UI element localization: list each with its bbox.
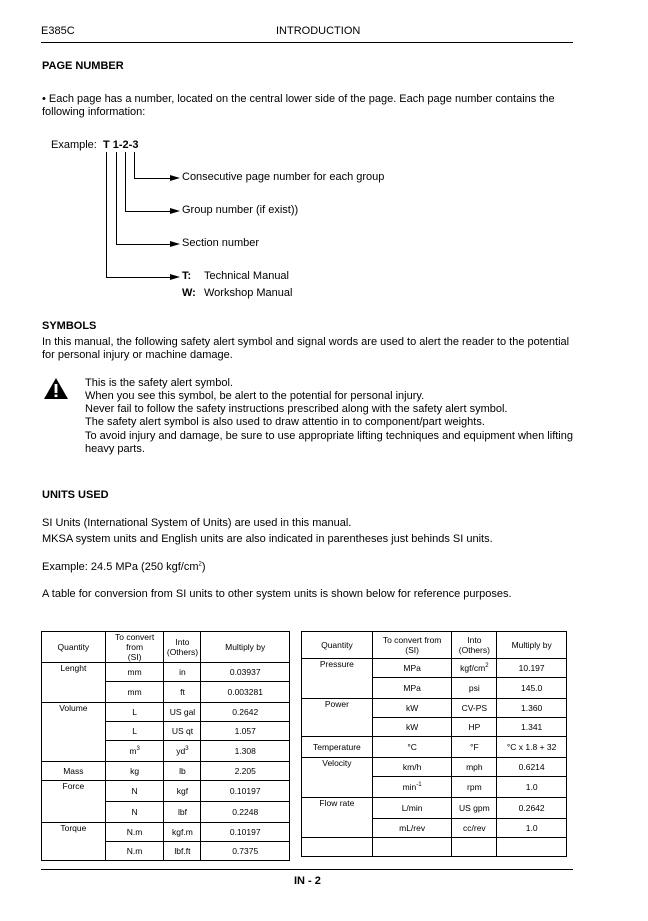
header-into: Into (Others) bbox=[164, 632, 201, 663]
quantity-mass: Mass bbox=[42, 762, 106, 781]
cell-empty bbox=[42, 842, 106, 861]
cell: 145.0 bbox=[497, 678, 567, 699]
cell-empty bbox=[42, 682, 106, 703]
header-multiply: Multiply by bbox=[497, 632, 567, 659]
cell: 1.308 bbox=[201, 741, 290, 762]
label-w-key: W: bbox=[182, 287, 196, 299]
symbols-title: SYMBOLS bbox=[42, 320, 97, 332]
header-rule bbox=[41, 42, 573, 43]
header-into: Into (Others) bbox=[452, 632, 497, 659]
cell: N bbox=[105, 802, 164, 823]
units-p2: MKSA system units and English units are also indicated in parentheses just behinds SI units. bbox=[42, 533, 493, 545]
page-number-title: PAGE NUMBER bbox=[42, 60, 124, 72]
cell: ft bbox=[164, 682, 201, 703]
cell-empty bbox=[42, 802, 106, 823]
cell: 0.03937 bbox=[201, 663, 290, 682]
cell: L bbox=[105, 703, 164, 722]
units-title: UNITS USED bbox=[42, 489, 109, 501]
units-example-sup: 2 bbox=[198, 561, 202, 568]
cell: mL/rev bbox=[372, 819, 452, 838]
cell: 0.7375 bbox=[201, 842, 290, 861]
cell: psi bbox=[452, 678, 497, 699]
cell: MPa bbox=[372, 659, 452, 678]
cell: °F bbox=[452, 737, 497, 758]
cell: MPa bbox=[372, 678, 452, 699]
cell-empty bbox=[302, 718, 373, 737]
cell-empty bbox=[42, 722, 106, 741]
footer-rule bbox=[41, 869, 573, 870]
quantity-force: Force bbox=[42, 781, 106, 802]
cell: cc/rev bbox=[452, 819, 497, 838]
label-consecutive: Consecutive page number for each group bbox=[182, 171, 385, 183]
quantity-volume: Volume bbox=[42, 703, 106, 722]
diagram-line bbox=[125, 152, 126, 212]
cell: US qt bbox=[164, 722, 201, 741]
example-value: T 1-2-3 bbox=[103, 139, 139, 151]
cell: 0.6214 bbox=[497, 758, 567, 777]
cell: 0.10197 bbox=[201, 781, 290, 802]
cell: HP bbox=[452, 718, 497, 737]
header-multiply: Multiply by bbox=[201, 632, 290, 663]
conversion-table-right bbox=[301, 631, 567, 857]
arrow-icon bbox=[170, 208, 180, 214]
cell: 0.2248 bbox=[201, 802, 290, 823]
cell: kgf.m bbox=[164, 823, 201, 842]
cell: US gal bbox=[164, 703, 201, 722]
cell-empty bbox=[372, 838, 452, 857]
cell: km/h bbox=[372, 758, 452, 777]
header-section: INTRODUCTION bbox=[276, 25, 361, 37]
units-example-text: Example: 24.5 MPa (250 kgf/cm bbox=[42, 561, 199, 573]
cell: 0.10197 bbox=[201, 823, 290, 842]
label-t-key: T: bbox=[182, 270, 192, 282]
warning-triangle-icon bbox=[43, 377, 69, 400]
cell: lbf bbox=[164, 802, 201, 823]
arrow-icon bbox=[170, 274, 180, 280]
cell: lbf.ft bbox=[164, 842, 201, 861]
cell: $m^3$ bbox=[105, 741, 164, 762]
units-p1: SI Units (International System of Units) are used in this manual. bbox=[42, 517, 352, 529]
quantity-temperature: Temperature bbox=[302, 737, 373, 758]
diagram-line bbox=[125, 211, 172, 212]
cell: N.m bbox=[105, 842, 164, 861]
cell-empty bbox=[452, 838, 497, 857]
arrow-icon bbox=[170, 241, 180, 247]
cell: 1.0 bbox=[497, 777, 567, 798]
cell: °C x 1.8 + 32 bbox=[497, 737, 567, 758]
arrow-icon bbox=[170, 175, 180, 181]
cell-empty bbox=[302, 838, 373, 857]
diagram-line bbox=[134, 152, 135, 179]
quantity-torque: Torque bbox=[42, 823, 106, 842]
diagram-line bbox=[106, 152, 107, 278]
diagram-line bbox=[116, 244, 172, 245]
cell: °C bbox=[372, 737, 452, 758]
quantity-velocity: Velocity bbox=[302, 758, 373, 777]
symbols-line-3: Never fail to follow the safety instructions prescribed along with the safety alert symbol. bbox=[85, 403, 508, 415]
cell: rpm bbox=[452, 777, 497, 798]
cell: L bbox=[105, 722, 164, 741]
symbols-line-1: This is the safety alert symbol. bbox=[85, 377, 233, 389]
cell: mm bbox=[105, 663, 164, 682]
cell: lb bbox=[164, 762, 201, 781]
quantity-lenght: Lenght bbox=[42, 663, 106, 682]
example-label: Example: bbox=[51, 139, 97, 151]
label-t-value: Technical Manual bbox=[204, 270, 289, 282]
label-section: Section number bbox=[182, 237, 260, 249]
label-group: Group number (if exist)) bbox=[182, 204, 299, 216]
cell-empty bbox=[42, 741, 106, 762]
cell: 0.003281 bbox=[201, 682, 290, 703]
diagram-line bbox=[134, 178, 172, 179]
header-quantity: Quantity bbox=[42, 632, 106, 663]
symbols-line-5: To avoid injury and damage, be sure to use appropriate lifting techniques and equipment when lifting heavy parts. bbox=[85, 430, 573, 455]
conversion-table-left bbox=[41, 631, 290, 861]
header-quantity: Quantity bbox=[302, 632, 373, 659]
cell-empty bbox=[497, 838, 567, 857]
cell: 10.197 bbox=[497, 659, 567, 678]
cell: kW bbox=[372, 718, 452, 737]
symbols-line-4: The safety alert symbol is also used to draw attentio in to component/part weights. bbox=[85, 416, 485, 428]
footer-page-number: IN - 2 bbox=[294, 875, 321, 887]
cell: kg bbox=[105, 762, 164, 781]
cell: N bbox=[105, 781, 164, 802]
header-convert-from: To convert from (SI) bbox=[372, 632, 452, 659]
cell-empty bbox=[302, 777, 373, 798]
page-number-bullet: • Each page has a number, located on the central lower side of the page. Each page number contains the following information: bbox=[42, 93, 555, 118]
units-p3: A table for conversion from SI units to other system units is shown below for reference purposes. bbox=[42, 588, 512, 600]
units-example bbox=[42, 561, 206, 574]
cell: 1.057 bbox=[201, 722, 290, 741]
diagram-line bbox=[106, 277, 172, 278]
cell: 1.0 bbox=[497, 819, 567, 838]
label-w-value: Workshop Manual bbox=[204, 287, 293, 299]
cell: 1.360 bbox=[497, 699, 567, 718]
cell: 0.2642 bbox=[497, 798, 567, 819]
cell-empty bbox=[302, 678, 373, 699]
cell: N.m bbox=[105, 823, 164, 842]
header-model: E385C bbox=[41, 25, 75, 37]
cell: kgf/$cm^2$ bbox=[452, 659, 497, 678]
symbols-line-2: When you see this symbol, be alert to the potential for personal injury. bbox=[85, 390, 425, 402]
cell: kgf bbox=[164, 781, 201, 802]
cell: US gpm bbox=[452, 798, 497, 819]
header-convert-from: To convert from (SI) bbox=[105, 632, 164, 663]
cell: $\min^{-1}$ bbox=[372, 777, 452, 798]
units-example-suffix: ) bbox=[201, 561, 206, 573]
diagram-line bbox=[116, 152, 117, 245]
cell: CV-PS bbox=[452, 699, 497, 718]
quantity-pressure: Pressure bbox=[302, 659, 373, 678]
cell: mph bbox=[452, 758, 497, 777]
cell: in bbox=[164, 663, 201, 682]
cell: mm bbox=[105, 682, 164, 703]
cell: kW bbox=[372, 699, 452, 718]
quantity-flow-rate: Flow rate bbox=[302, 798, 373, 819]
cell: 1.341 bbox=[497, 718, 567, 737]
quantity-power: Power bbox=[302, 699, 373, 718]
symbols-intro: In this manual, the following safety alert symbol and signal words are used to alert the reader to the potential for personal injury or machine damage. bbox=[42, 336, 570, 361]
cell: 2.205 bbox=[201, 762, 290, 781]
cell: L/min bbox=[372, 798, 452, 819]
cell: 0.2642 bbox=[201, 703, 290, 722]
cell-empty bbox=[302, 819, 373, 838]
cell: $yd^3$ bbox=[164, 741, 201, 762]
